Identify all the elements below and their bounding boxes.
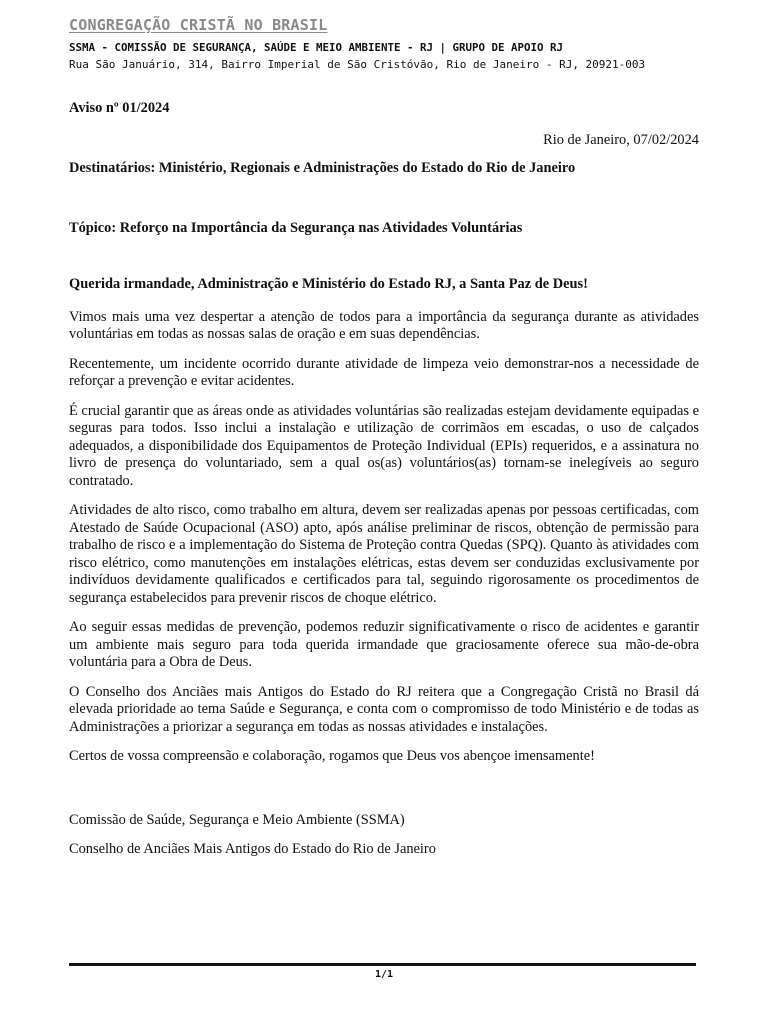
- paragraph: Atividades de alto risco, como trabalho em altura, devem ser realizadas apenas por pessoas certificadas, com Atestado de Saúde Ocupacional (ASO) apto, após análise preliminar de riscos, obtenção de permissão para trabalho de risco e a implementação do Sistema de Proteção contra Quedas (SPQ). Quanto às atividades com risco elétrico, como manutenções em instalações elétricas, estas devem ser conduzidas exclusivamente por indivíduos devidamente qualificados e certificados para tal, seguindo rigorosamente os procedimentos de segurança estabelecidos para prevenir riscos de choque elétrico.: [69, 502, 699, 606]
- letterhead: [69, 16, 645, 71]
- notice-number: Aviso nº 01/2024: [69, 100, 170, 116]
- paragraph: Recentemente, um incidente ocorrido durante atividade de limpeza veio demonstrar-nos a necessidade de reforçar a prevenção e evitar acidentes.: [69, 355, 699, 389]
- page-number: 1/1: [374, 969, 394, 980]
- letter-date: Rio de Janeiro, 07/02/2024: [543, 131, 699, 148]
- committee-name: SSMA - COMISSÃO DE SEGURANÇA, SAÚDE E MEIO AMBIENTE - RJ | GRUPO DE APOIO RJ: [69, 41, 564, 54]
- address-line: Rua São Januário, 314, Bairro Imperial de São Cristóvão, Rio de Janeiro - RJ, 20921-003: [69, 58, 646, 71]
- recipients: Destinatários: Ministério, Regionais e Administrações do Estado do Rio de Janeiro: [69, 160, 576, 176]
- signature-council: Conselho de Anciães Mais Antigos do Estado do Rio de Janeiro: [69, 841, 436, 857]
- topic: Tópico: Reforço na Importância da Segurança nas Atividades Voluntárias: [69, 219, 523, 236]
- greeting: Querida irmandade, Administração e Ministério do Estado RJ, a Santa Paz de Deus!: [69, 276, 588, 292]
- letter-body: [69, 100, 699, 859]
- organization-name: CONGREGAÇÃO CRISTÃ NO BRASIL: [69, 16, 328, 34]
- footer-divider: [69, 963, 696, 966]
- paragraph: É crucial garantir que as áreas onde as atividades voluntárias são realizadas estejam devidamente equipadas e seguras para todos. Isso inclui a instalação e utilização de corrimãos em escadas, o uso de calçados adequados, a disponibilidade dos Equipamentos de Proteção Individual (EPIs) requeridos, e a assinatura no livro de presença do voluntariado, sem a qual os(as) voluntários(as) tornam-se inelegíveis ao seguro contratado.: [69, 402, 699, 489]
- paragraph: Ao seguir essas medidas de prevenção, podemos reduzir significativamente o risco de acidentes e garantir um ambiente mais seguro para toda querida irmandade que graciosamente oferece sua mão-de-obra voluntária para a Obra de Deus.: [69, 619, 699, 670]
- paragraph: Certos de vossa compreensão e colaboração, rogamos que Deus vos abençoe imensamente!: [69, 748, 595, 764]
- signature-committee: Comissão de Saúde, Segurança e Meio Ambiente (SSMA): [69, 811, 405, 828]
- paragraph: Vimos mais uma vez despertar a atenção de todos para a importância da segurança durante as atividades voluntárias em todas as nossas salas de oração e em suas dependências.: [69, 308, 699, 342]
- paragraph: O Conselho dos Anciães mais Antigos do Estado do RJ reitera que a Congregação Cristã no Brasil dá elevada prioridade ao tema Saúde e Segurança, e conta com o compromisso de todo Ministério e de todas as Administrações a priorizar a segurança em todas as nossas atividades e instalações.: [69, 683, 699, 735]
